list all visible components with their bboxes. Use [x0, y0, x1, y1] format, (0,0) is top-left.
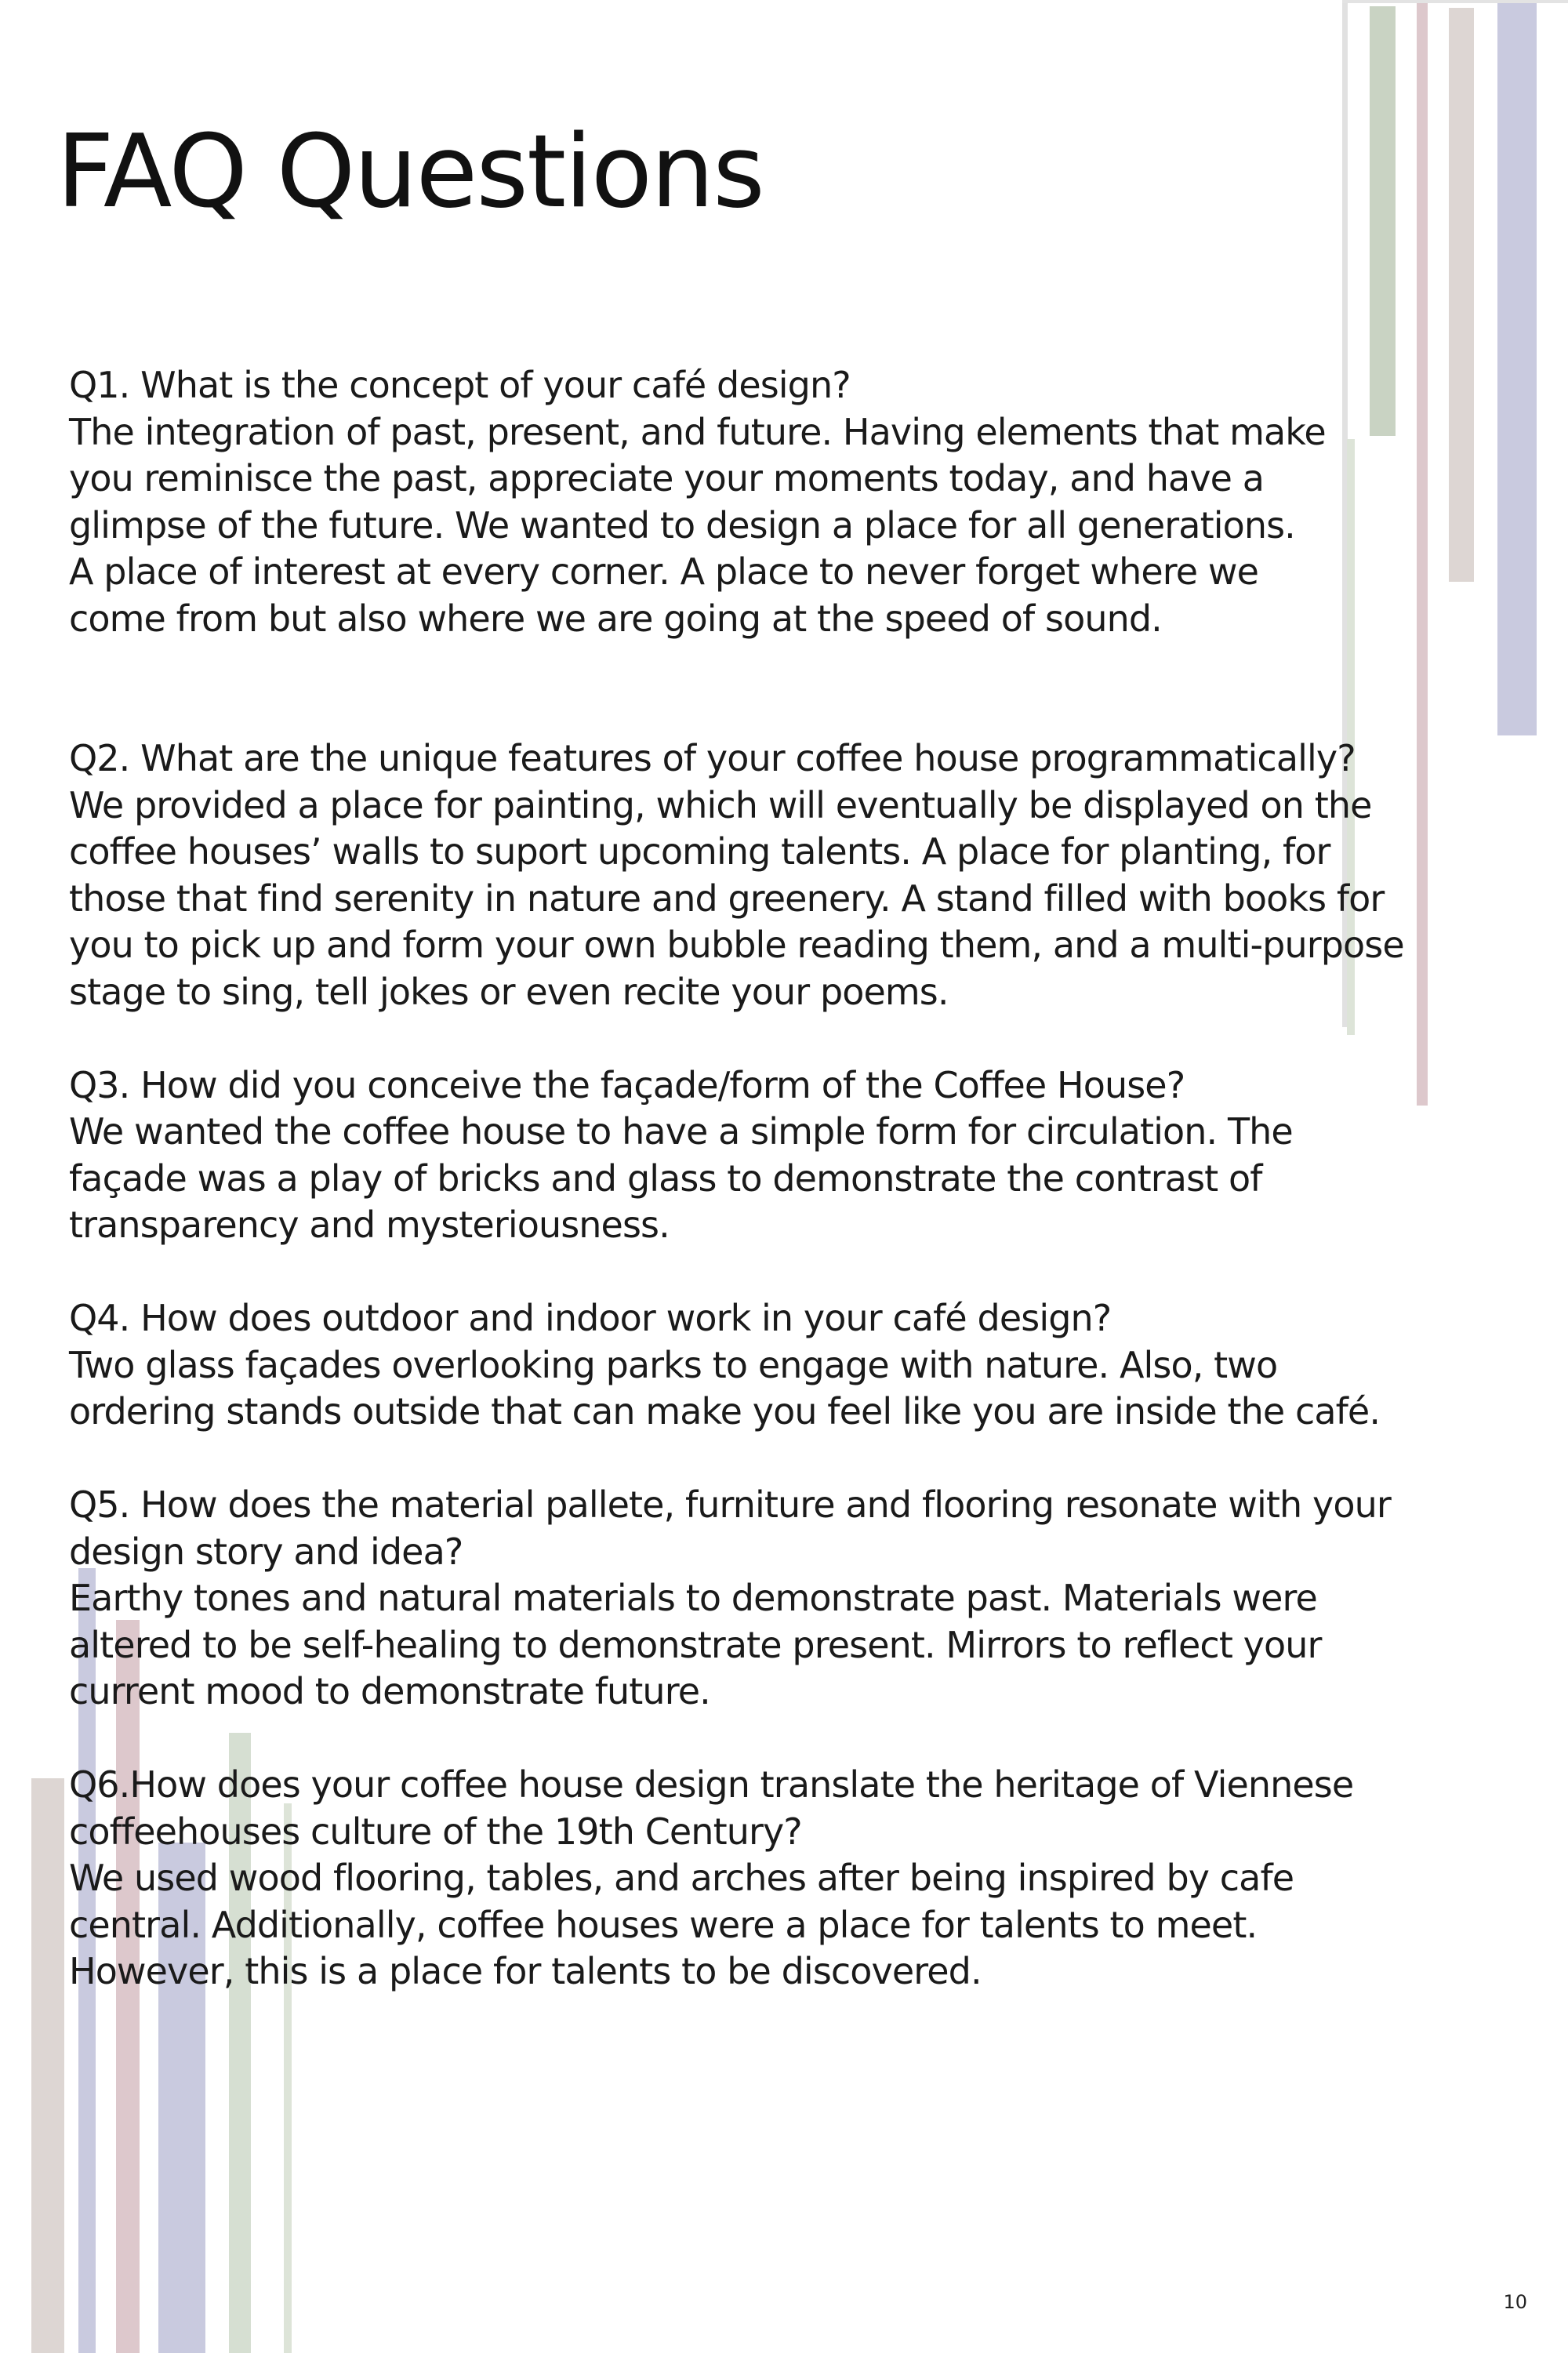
answer-line: We provided a place for painting, which will eventually be displayed on the: [69, 783, 1372, 826]
spacer: [69, 1716, 1527, 1763]
question-line: Q6.How does your coffee house design translate the heritage of Viennese: [69, 1763, 1354, 1806]
answer-line: We used wood flooring, tables, and arches after being inspired by cafe: [69, 1857, 1294, 1899]
answer-line: The integration of past, present, and future. Having elements that make: [69, 410, 1326, 453]
faq-item-2: [69, 735, 1527, 1015]
faq-answer: [69, 409, 1527, 643]
answer-line: coffee houses’ walls to suport upcoming talents. A place for planting, for: [69, 830, 1330, 873]
answer-line: glimpse of the future. We wanted to design a place for all generations.: [69, 503, 1295, 546]
question-line: coffeehouses culture of the 19th Century?: [69, 1810, 802, 1853]
question-line: Q1. What is the concept of your café design?: [69, 364, 851, 406]
faq-item-1: [69, 362, 1527, 642]
faq-question: [69, 1482, 1527, 1575]
answer-line: transparency and mysteriousness.: [69, 1204, 670, 1246]
answer-line: come from but also where we are going at the speed of sound.: [69, 597, 1162, 640]
answer-line: façade was a play of bricks and glass to demonstrate the contrast of: [69, 1157, 1262, 1200]
spacer: [69, 1015, 1527, 1062]
answer-line: stage to sing, tell jokes or even recite your poems.: [69, 970, 949, 1013]
faq-answer: [69, 1342, 1527, 1436]
answer-line: those that find serenity in nature and greenery. A stand filled with books for: [69, 877, 1385, 920]
answer-line: However, this is a place for talents to be discovered.: [69, 1950, 982, 1992]
faq-question: [69, 362, 1527, 409]
question-line: Q5. How does the material pallete, furniture and flooring resonate with your: [69, 1483, 1391, 1526]
answer-line: Earthy tones and natural materials to demonstrate past. Materials were: [69, 1577, 1317, 1619]
faq-list: [69, 362, 1527, 1995]
answer-line: A place of interest at every corner. A place to never forget where we: [69, 550, 1258, 593]
page-number: 10: [1503, 2291, 1527, 2313]
answer-line: ordering stands outside that can make you feel like you are inside the café.: [69, 1390, 1381, 1432]
faq-answer: [69, 1575, 1527, 1716]
faq-answer: [69, 1109, 1527, 1249]
spacer: [69, 1436, 1527, 1483]
faq-answer: [69, 783, 1527, 1016]
faq-question: [69, 1762, 1527, 1855]
answer-line: current mood to demonstrate future.: [69, 1670, 710, 1712]
deco-bar-top-line: [1342, 0, 1568, 3]
answer-line: altered to be self-healing to demonstrate present. Mirrors to reflect your: [69, 1623, 1322, 1666]
deco-bar-beige-left: [31, 1778, 64, 2353]
faq-item-6: [69, 1762, 1527, 1995]
faq-question: [69, 1062, 1527, 1109]
faq-item-4: [69, 1295, 1527, 1436]
question-line: Q2. What are the unique features of your coffee house programmatically?: [69, 737, 1356, 779]
answer-line: Two glass façades overlooking parks to engage with nature. Also, two: [69, 1343, 1278, 1386]
answer-line: you to pick up and form your own bubble reading them, and a multi-purpose: [69, 924, 1404, 966]
faq-question: [69, 735, 1527, 783]
page-title: FAQ Questions: [56, 114, 764, 231]
spacer: [69, 642, 1527, 735]
answer-line: you reminisce the past, appreciate your moments today, and have a: [69, 457, 1265, 499]
answer-line: central. Additionally, coffee houses were a place for talents to meet.: [69, 1903, 1258, 1946]
faq-item-3: [69, 1062, 1527, 1249]
faq-answer: [69, 1855, 1527, 1995]
faq-item-5: [69, 1482, 1527, 1716]
spacer: [69, 1249, 1527, 1296]
faq-question: [69, 1295, 1527, 1342]
question-line: Q3. How did you conceive the façade/form of the Coffee House?: [69, 1063, 1185, 1106]
question-line: Q4. How does outdoor and indoor work in your café design?: [69, 1297, 1112, 1339]
question-line: design story and idea?: [69, 1530, 463, 1573]
answer-line: We wanted the coffee house to have a simple form for circulation. The: [69, 1110, 1293, 1153]
